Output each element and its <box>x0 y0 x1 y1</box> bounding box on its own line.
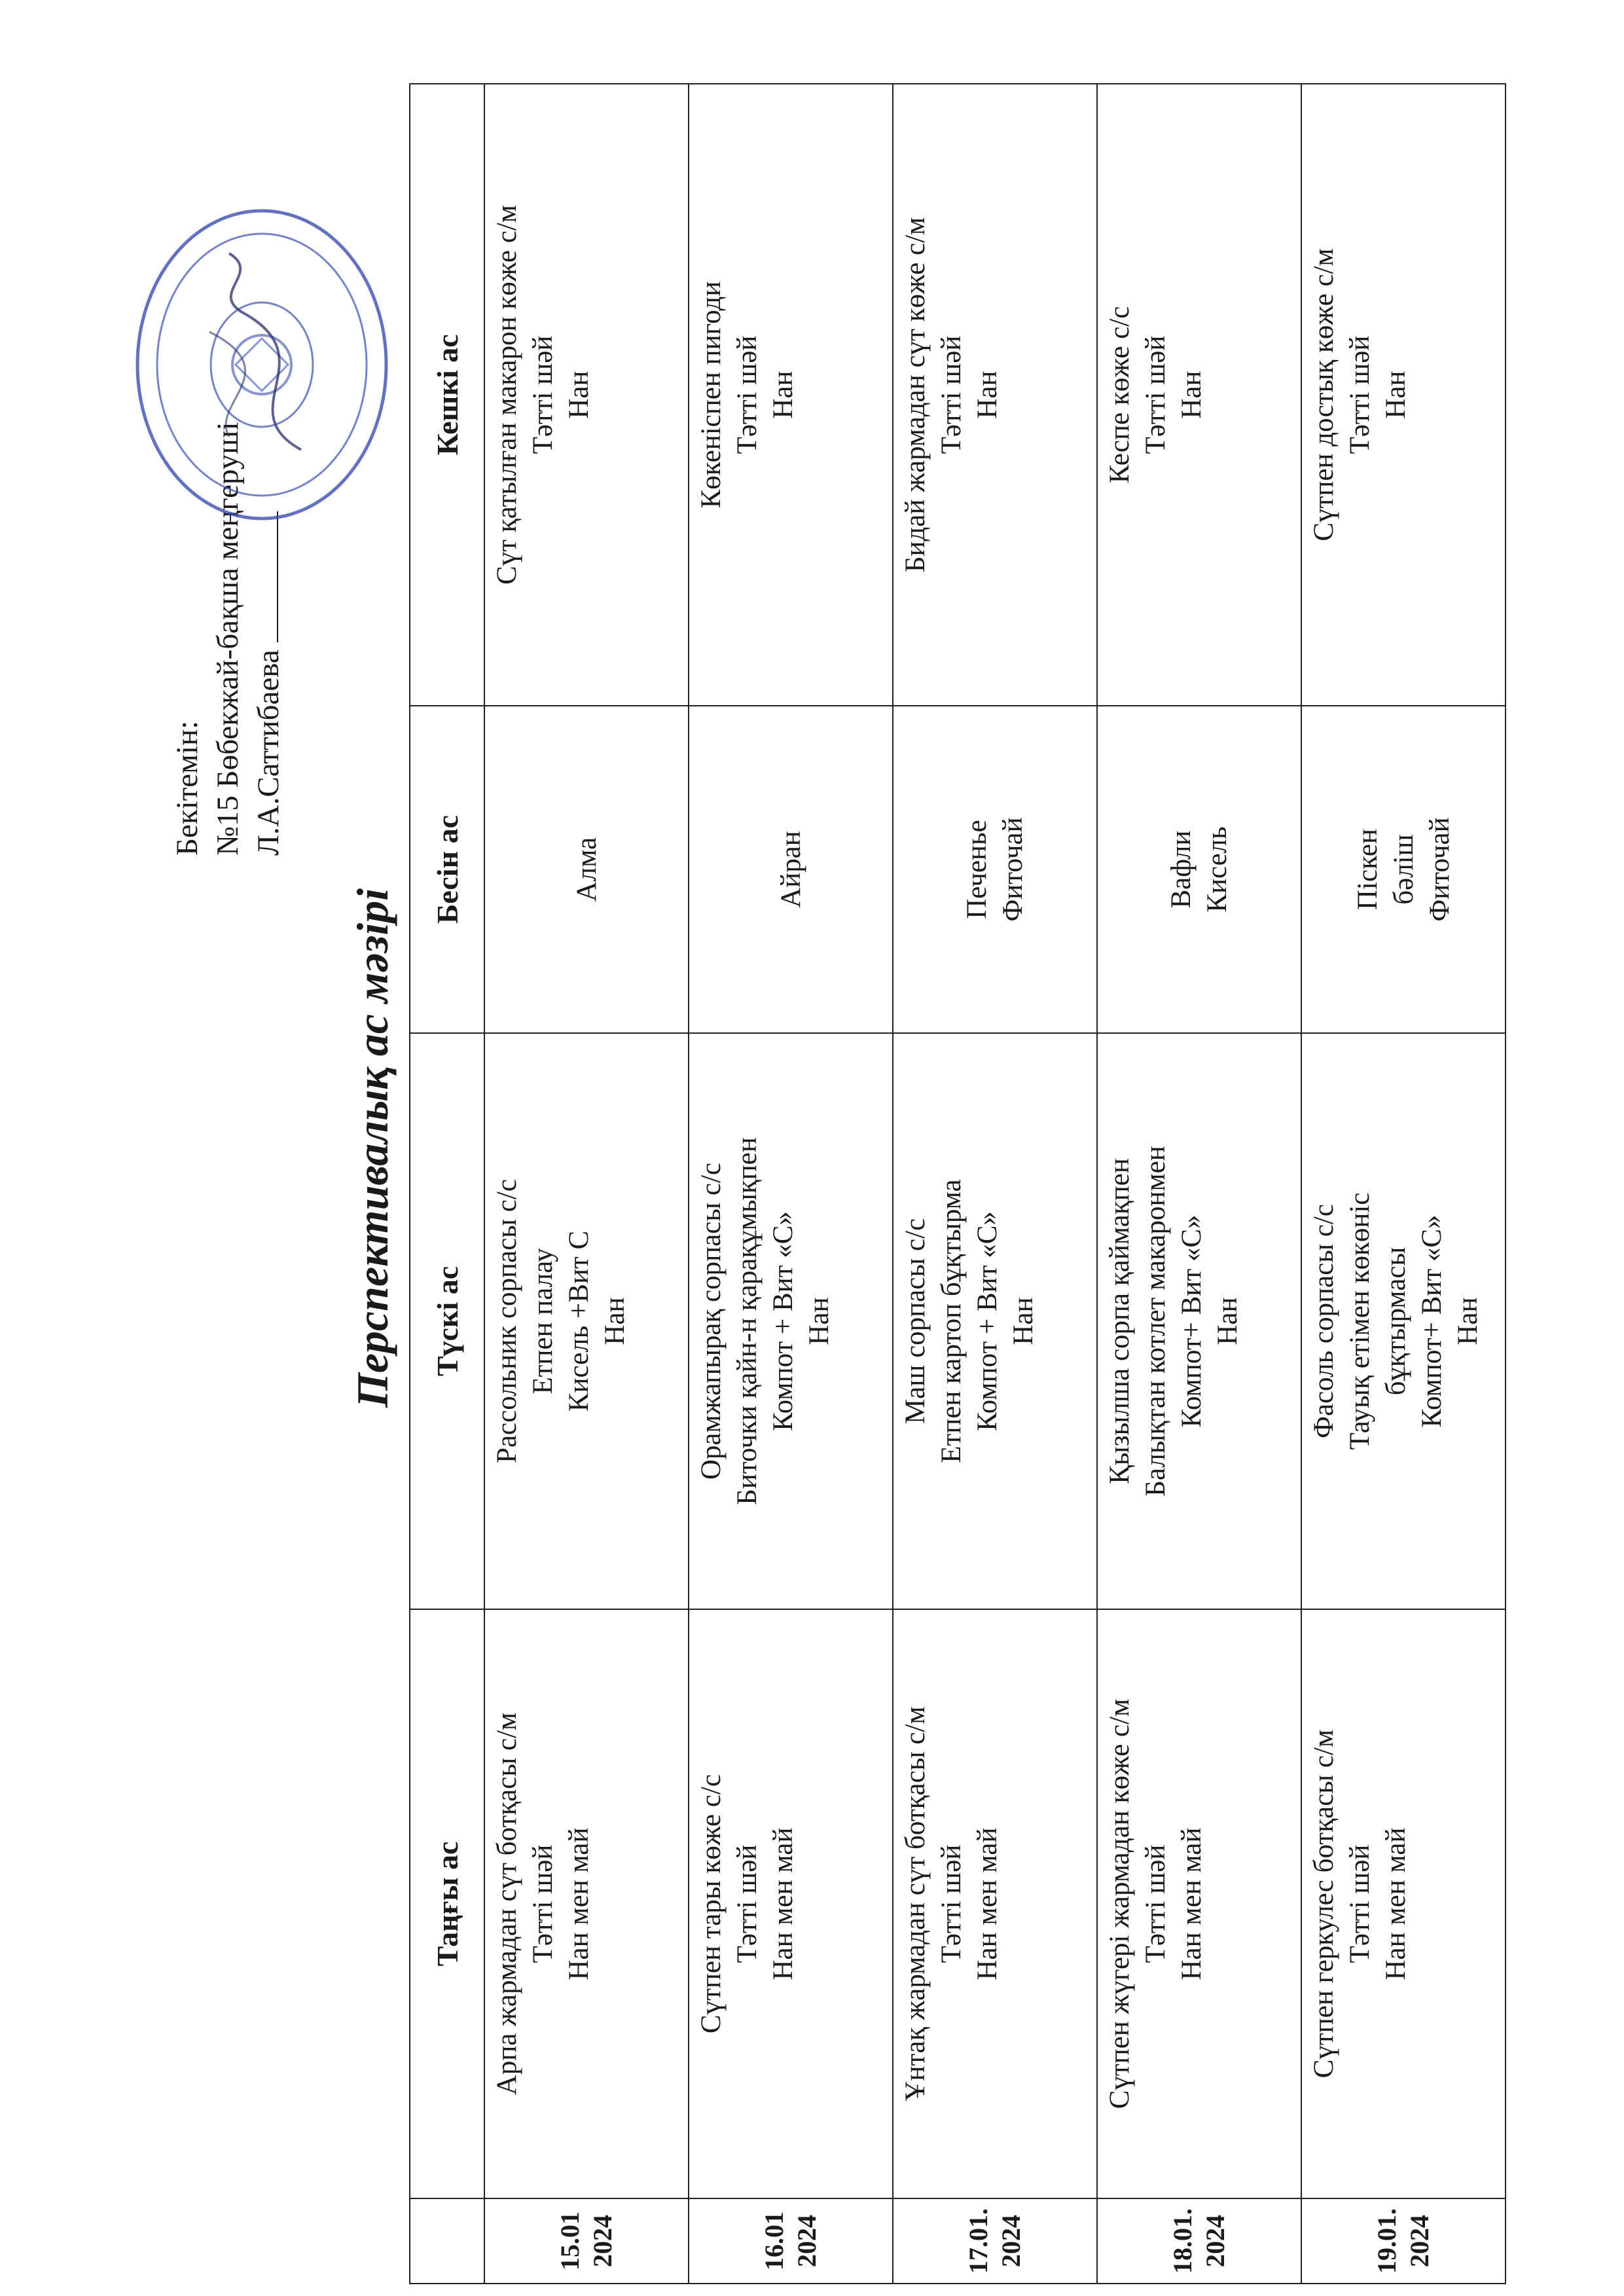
lunch-item: Маш сорпасы с/с <box>900 1218 931 1425</box>
row-date: 16.01 2024 <box>689 2198 893 2284</box>
table-header-row <box>410 84 484 2284</box>
lunch-item: Нан <box>1453 1297 1483 1345</box>
lunch-item: Етпен картоп бұқтырма <box>936 1179 967 1463</box>
approval-heading: Бекітемін: <box>170 720 204 856</box>
breakfast-item: Нан мен май <box>1176 1827 1207 1980</box>
lunch-item: Фасоль сорпасы с/с <box>1308 1204 1339 1438</box>
cell-snack <box>484 706 689 1033</box>
table-row <box>689 84 893 2284</box>
cell-dinner <box>1097 84 1301 706</box>
breakfast-item: Тәтті шәй <box>528 1844 558 1963</box>
dinner-item: Кеспе көже с/с <box>1104 306 1135 484</box>
lunch-item: Компот+ Вит «С» <box>1416 1214 1447 1428</box>
snack-item: Вафли <box>1166 830 1197 909</box>
lunch-item: Кисель +Вит С <box>564 1230 594 1412</box>
row-date: 18.01. 2024 <box>1097 2198 1301 2284</box>
cell-snack <box>689 706 893 1033</box>
approval-position: №15 Бөбекжай-бақша меңгеруші <box>211 422 245 856</box>
cell-breakfast <box>1097 1609 1301 2198</box>
cell-lunch <box>484 1033 689 1609</box>
dinner-item: Тәтті шәй <box>732 335 763 454</box>
table-row <box>893 84 1097 2284</box>
breakfast-item: Нан мен май <box>768 1827 799 1980</box>
lunch-item: Нан <box>600 1297 630 1345</box>
cell-dinner <box>484 84 689 706</box>
menu-table <box>409 83 1506 2284</box>
cell-breakfast <box>1301 1609 1506 2198</box>
lunch-item: Етпен палау <box>528 1248 558 1394</box>
dinner-item: Нан <box>768 371 799 419</box>
row-date: 19.01. 2024 <box>1301 2198 1506 2284</box>
header-lunch: Түскі ас <box>410 1033 484 1609</box>
breakfast-item: Тәтті шәй <box>1140 1844 1171 1963</box>
table-row <box>484 84 689 2284</box>
lunch-item: Компот + Вит «С» <box>768 1211 799 1431</box>
cell-snack <box>1301 706 1506 1033</box>
lunch-item: бұқтырмасы <box>1380 1247 1411 1396</box>
cell-lunch <box>1097 1033 1301 1609</box>
table-row <box>1301 84 1506 2284</box>
lunch-item: Компот + Вит «С» <box>972 1211 1003 1431</box>
dinner-item: Нан <box>1380 371 1411 419</box>
cell-lunch <box>689 1033 893 1609</box>
cell-snack <box>893 706 1097 1033</box>
lunch-item: Рассольник сорпасы с/с <box>492 1179 522 1463</box>
dinner-item: Бидай жармадан сүт көже с/м <box>900 217 931 573</box>
cell-dinner <box>893 84 1097 706</box>
row-date: 17.01. 2024 <box>893 2198 1097 2284</box>
snack-item: Піскен <box>1352 829 1383 911</box>
dinner-item: Нан <box>564 371 594 419</box>
cell-snack <box>1097 706 1301 1033</box>
dinner-item: Сүтпен достық көже с/м <box>1308 248 1339 541</box>
breakfast-item: Тәтті шәй <box>732 1844 763 1963</box>
lunch-item: Қызылша сорпа қаймақпен <box>1104 1158 1135 1484</box>
snack-item: Алма <box>571 837 602 902</box>
header-snack: Бесін ас <box>410 706 484 1033</box>
page-title: Перспективалық ас мәзірі <box>348 888 397 1408</box>
breakfast-item: Нан мен май <box>1380 1827 1411 1980</box>
dinner-item: Тәтті шәй <box>1140 335 1171 454</box>
lunch-item: Тауық етімен көкөніс <box>1344 1192 1375 1450</box>
breakfast-item: Тәтті шәй <box>1344 1844 1375 1963</box>
breakfast-item: Сүтпен жүгері жармадан көже с/м <box>1104 1698 1135 2109</box>
lunch-item: Нан <box>1008 1297 1039 1345</box>
dinner-item: Сүт қатылған макарон көже с/м <box>492 205 522 585</box>
cell-lunch <box>893 1033 1097 1609</box>
cell-dinner <box>1301 84 1506 706</box>
breakfast-item: Нан мен май <box>564 1827 594 1980</box>
lunch-item: Орамжапырақ сорпасы с/с <box>696 1162 727 1480</box>
dinner-item: Тәтті шәй <box>936 335 967 454</box>
breakfast-item: Тәтті шәй <box>936 1844 967 1963</box>
breakfast-item: Арпа жармадан сүт ботқасы с/м <box>492 1712 522 2096</box>
snack-item: Кисель <box>1202 826 1233 913</box>
snack-item: Айран <box>775 831 806 908</box>
snack-item: Печенье <box>962 820 992 919</box>
header-dinner: Кешкі ас <box>410 84 484 706</box>
row-date: 15.01 2024 <box>484 2198 689 2284</box>
breakfast-item: Ұнтақ жармадан сүт ботқасы с/м <box>900 1706 931 2102</box>
approval-signatory: Л.А.Саттибаева <box>248 422 289 856</box>
lunch-item: Нан <box>804 1297 835 1345</box>
dinner-item: Тәтті шәй <box>1344 335 1375 454</box>
breakfast-item: Нан мен май <box>972 1827 1003 1980</box>
cell-breakfast <box>689 1609 893 2198</box>
snack-item: Фиточай <box>998 817 1028 922</box>
snack-item: бәліш <box>1388 834 1419 905</box>
cell-breakfast <box>484 1609 689 2198</box>
lunch-item: Компот+ Вит «С» <box>1176 1214 1207 1428</box>
lunch-item: Биточки қайн-н қарақұмықпен <box>732 1137 763 1505</box>
table-row <box>1097 84 1301 2284</box>
snack-item: Фиточай <box>1424 817 1455 922</box>
breakfast-item: Сүтпен геркулес ботқасы с/м <box>1308 1729 1339 2079</box>
cell-lunch <box>1301 1033 1506 1609</box>
breakfast-item: Сүтпен тары көже с/с <box>696 1774 727 2033</box>
dinner-item: Тәтті шәй <box>528 335 558 454</box>
lunch-item: Нан <box>1212 1297 1243 1345</box>
dinner-item: Нан <box>1176 371 1207 419</box>
cell-breakfast <box>893 1609 1097 2198</box>
header-breakfast: Таңғы ас <box>410 1609 484 2198</box>
lunch-item: Балықтан котлет макаронмен <box>1140 1146 1171 1497</box>
dinner-item: Нан <box>972 371 1003 419</box>
cell-dinner <box>689 84 893 706</box>
dinner-item: Көкеніспен пигоди <box>696 281 727 509</box>
header-date <box>410 2198 484 2284</box>
